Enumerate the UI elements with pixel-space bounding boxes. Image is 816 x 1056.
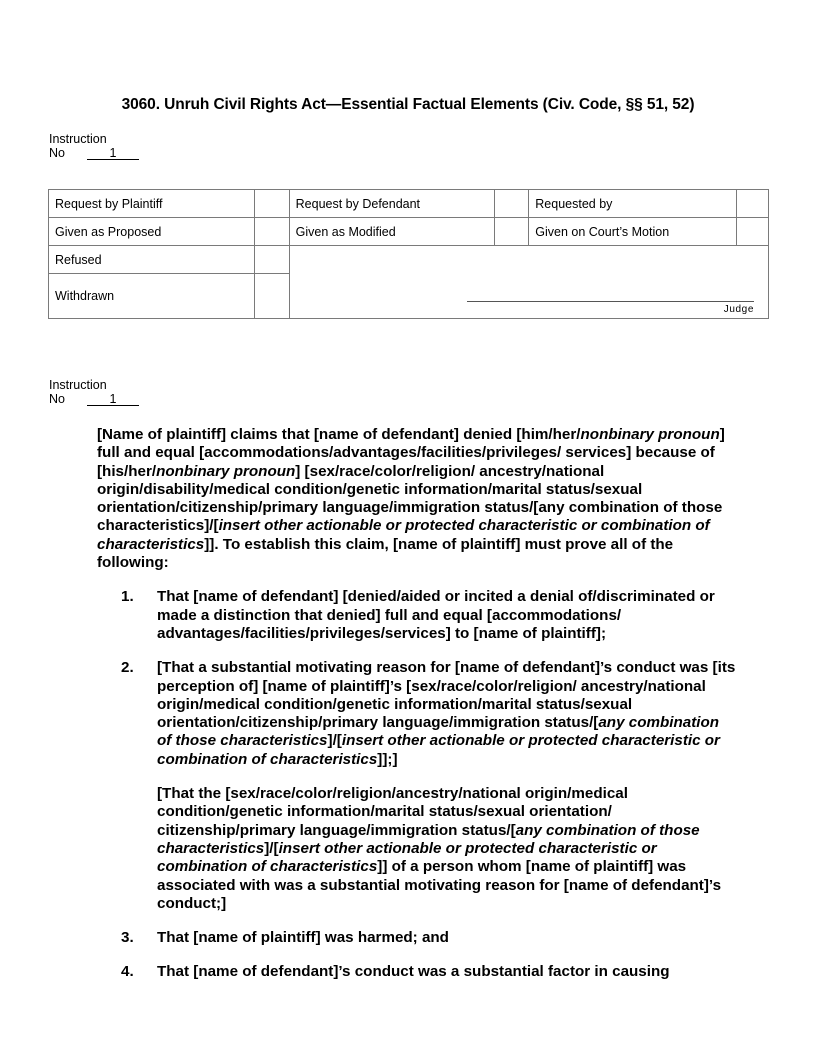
requested-by-box[interactable] <box>737 190 769 218</box>
item-number: 1. <box>121 588 134 606</box>
instruction-number: 1 <box>87 393 139 406</box>
table-row <box>49 218 769 246</box>
item-text: That [name of defendant]’s conduct was a substantial factor in causing <box>157 963 670 981</box>
text: ] [sex/race/color/religion/ ancestry/national origin/disability/medical condition/genetic information/marital status/sexual orientation/citizenship/primary language/immigration status/[any combination of those characteristics]/[ <box>97 462 723 535</box>
item-text-option-a <box>157 659 737 769</box>
text: [Name of plaintiff] claims that [name of defendant] denied [him/her/ <box>97 426 581 443</box>
page-title: 3060. Unruh Civil Rights Act—Essential Factual Elements (Civ. Code, §§ 51, 52) <box>121 96 695 113</box>
text: [That the [sex/race/color/religion/ancestry/national origin/medical condition/genetic information/marital status/sexual orientation/ citizenship/primary language/immigration status/[ <box>157 785 628 839</box>
text: ]/[ <box>327 732 342 750</box>
request-by-defendant-label: Request by Defendant <box>289 190 495 218</box>
no-label: No <box>49 392 65 406</box>
item-text-option-b <box>157 785 737 913</box>
judge-signature-line[interactable] <box>467 301 754 302</box>
intro-paragraph <box>97 426 737 572</box>
italic-text: insert other actionable or protected characteristic or combination of characteristics <box>157 839 657 876</box>
request-by-plaintiff-label: Request by Plaintiff <box>49 190 255 218</box>
item-number: 4. <box>121 963 134 981</box>
instruction-body <box>97 426 737 998</box>
table-row <box>49 190 769 218</box>
instruction-label: Instruction <box>49 132 107 146</box>
given-as-proposed-box[interactable] <box>254 218 289 246</box>
list-item <box>97 659 737 913</box>
judge-label: Judge <box>723 304 754 315</box>
requested-by-label: Requested by <box>529 190 737 218</box>
request-by-plaintiff-box[interactable] <box>254 190 289 218</box>
item-number: 2. <box>121 659 134 677</box>
instruction-label: Instruction <box>49 378 107 392</box>
text: ]] of a person whom [name of plaintiff] was associated with was a substantial motivating reason for [name of defendant]’s conduct;] <box>157 858 722 912</box>
italic-text: nonbinary pronoun <box>156 462 296 480</box>
given-as-modified-box[interactable] <box>495 218 529 246</box>
elements-list <box>97 588 737 981</box>
given-as-proposed-label: Given as Proposed <box>49 218 255 246</box>
no-label: No <box>49 146 65 160</box>
text: [That a substantial motivating reason for [name of defendant]’s conduct was [its perception of] [name of plaintiff]’s [sex/race/color/religion/ ancestry/national origin/medical condition/genetic information/marital status/sexual orientation/citizenship/primary language/immigration status/[ <box>157 659 736 732</box>
list-item <box>97 963 737 981</box>
given-as-modified-label: Given as Modified <box>289 218 495 246</box>
instruction-number-bottom <box>49 378 139 406</box>
withdrawn-box[interactable] <box>254 274 289 319</box>
text: ]]. To establish this claim, [name of plaintiff] must prove all of the following: <box>97 535 674 572</box>
given-on-courts-motion-label: Given on Court’s Motion <box>529 218 737 246</box>
italic-text: any combination of those characteristics <box>157 714 720 750</box>
refused-label: Refused <box>49 246 255 274</box>
italic-text: insert other actionable or protected characteristic or combination of characteristics <box>157 732 720 768</box>
given-on-courts-motion-box[interactable] <box>737 218 769 246</box>
request-by-defendant-box[interactable] <box>495 190 529 218</box>
instruction-status-table <box>48 189 769 319</box>
text: ]];] <box>377 750 398 768</box>
list-item <box>97 588 737 643</box>
withdrawn-label: Withdrawn <box>49 274 255 319</box>
item-number: 3. <box>121 929 134 947</box>
instruction-number: 1 <box>87 147 139 160</box>
italic-text: insert other actionable or protected characteristic or combination of characteristics <box>97 517 710 553</box>
table-row <box>49 246 769 274</box>
italic-text: any combination of those characteristics <box>157 821 700 857</box>
text: ]/[ <box>264 839 279 857</box>
text: ] full and equal [accommodations/advantages/facilities/privileges/ services] because of [his/her/ <box>97 426 725 480</box>
italic-text: nonbinary pronoun <box>580 426 720 443</box>
item-text: That [name of plaintiff] was harmed; and <box>157 929 449 947</box>
judge-signature-area <box>289 246 768 319</box>
instruction-number-top <box>49 132 139 160</box>
list-item <box>97 929 737 947</box>
refused-box[interactable] <box>254 246 289 274</box>
item-text: That [name of defendant] [denied/aided or incited a denial of/discriminated or made a distinction that denied] full and equal [accommodations/ advantages/facilities/privileges/services] to [name of plaintiff]; <box>157 588 715 642</box>
